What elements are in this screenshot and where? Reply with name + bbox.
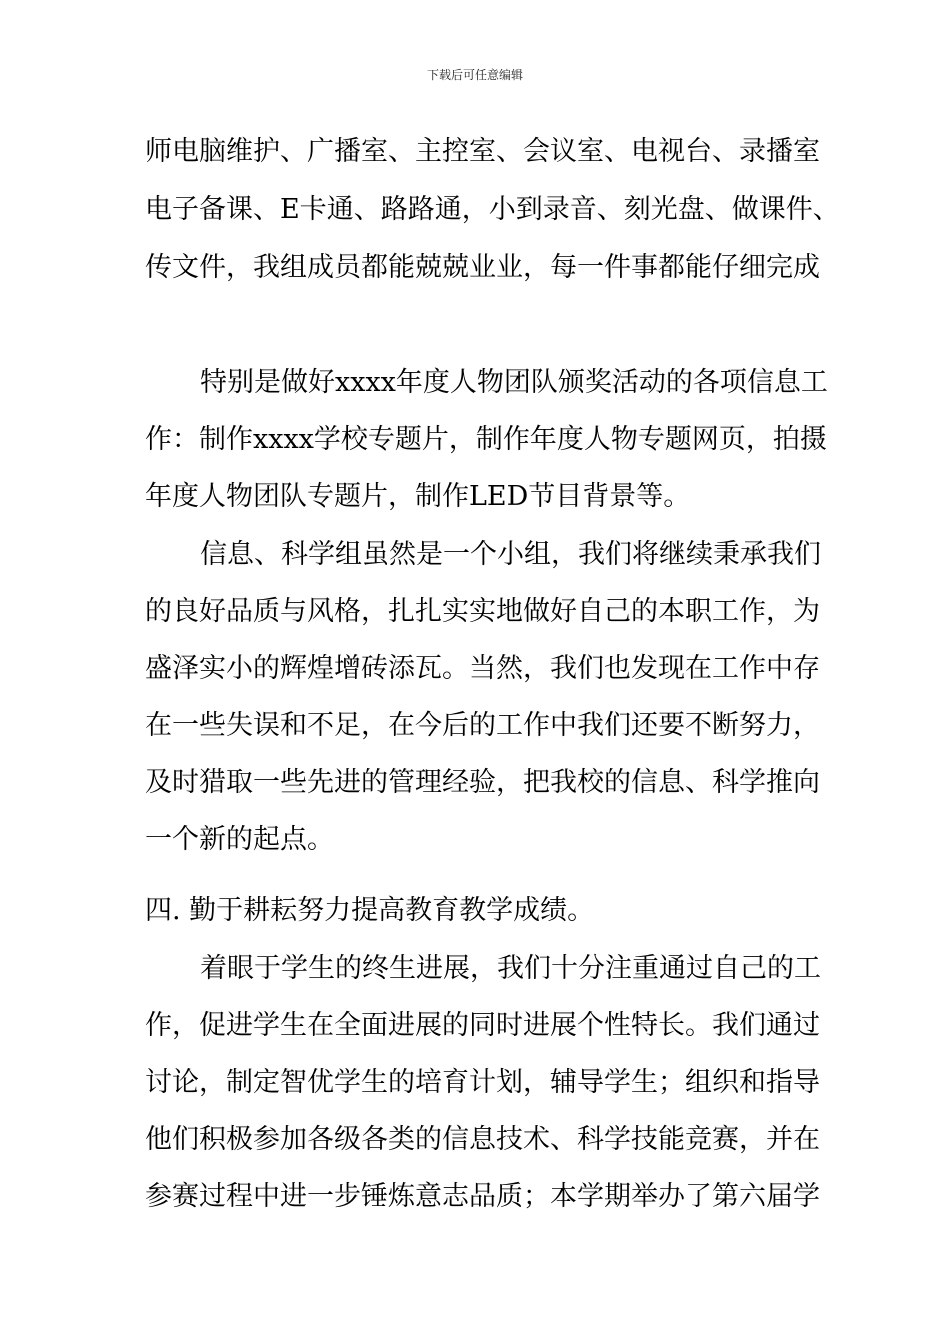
text-line: 讨论，制定智优学生的培育计划，辅导学生；组织和指导 [145, 1067, 820, 1098]
text-line: 在一些失误和不足，在今后的工作中我们还要不断努力， [145, 710, 820, 741]
text-line: 及时猎取一些先进的管理经验，把我校的信息、科学推向 [145, 767, 820, 798]
section-heading: 四. 勤于耕耘努力提高教育教学成绩。 [145, 895, 595, 926]
paragraph-start-line: 着眼于学生的终生进展，我们十分注重通过自己的工 [200, 953, 821, 984]
text-line: 年度人物团队专题片，制作LED节目背景等。 [145, 481, 691, 512]
page-header-note: 下载后可任意编辑 [426, 68, 523, 82]
text-line: 作：制作xxxx学校专题片，制作年度人物专题网页，拍摄 [145, 424, 827, 455]
text-line: 作，促进学生在全面进展的同时进展个性特长。我们通过 [145, 1010, 820, 1041]
text-line: 一个新的起点。 [145, 824, 334, 855]
text-line: 传文件，我组成员都能兢兢业业，每一件事都能仔细完成 [145, 252, 820, 283]
text-line: 电子备课、E卡通、路路通，小到录音、刻光盘、做课件、 [145, 194, 840, 225]
text-line: 的良好品质与风格，扎扎实实地做好自己的本职工作，为 [145, 596, 820, 627]
text-line: 盛泽实小的辉煌增砖添瓦。当然，我们也发现在工作中存 [145, 653, 820, 684]
text-line: 他们积极参加各级各类的信息技术、科学技能竞赛，并在 [145, 1124, 820, 1155]
paragraph-start-line: 特别是做好xxxx年度人物团队颁奖活动的各项信息工 [200, 367, 828, 398]
paragraph-start-line: 信息、科学组虽然是一个小组，我们将继续秉承我们 [200, 539, 821, 570]
text-line: 参赛过程中进一步锤炼意志品质；本学期举办了第六届学 [145, 1181, 820, 1212]
text-line: 师电脑维护、广播室、主控室、会议室、电视台、录播室 [145, 136, 820, 167]
